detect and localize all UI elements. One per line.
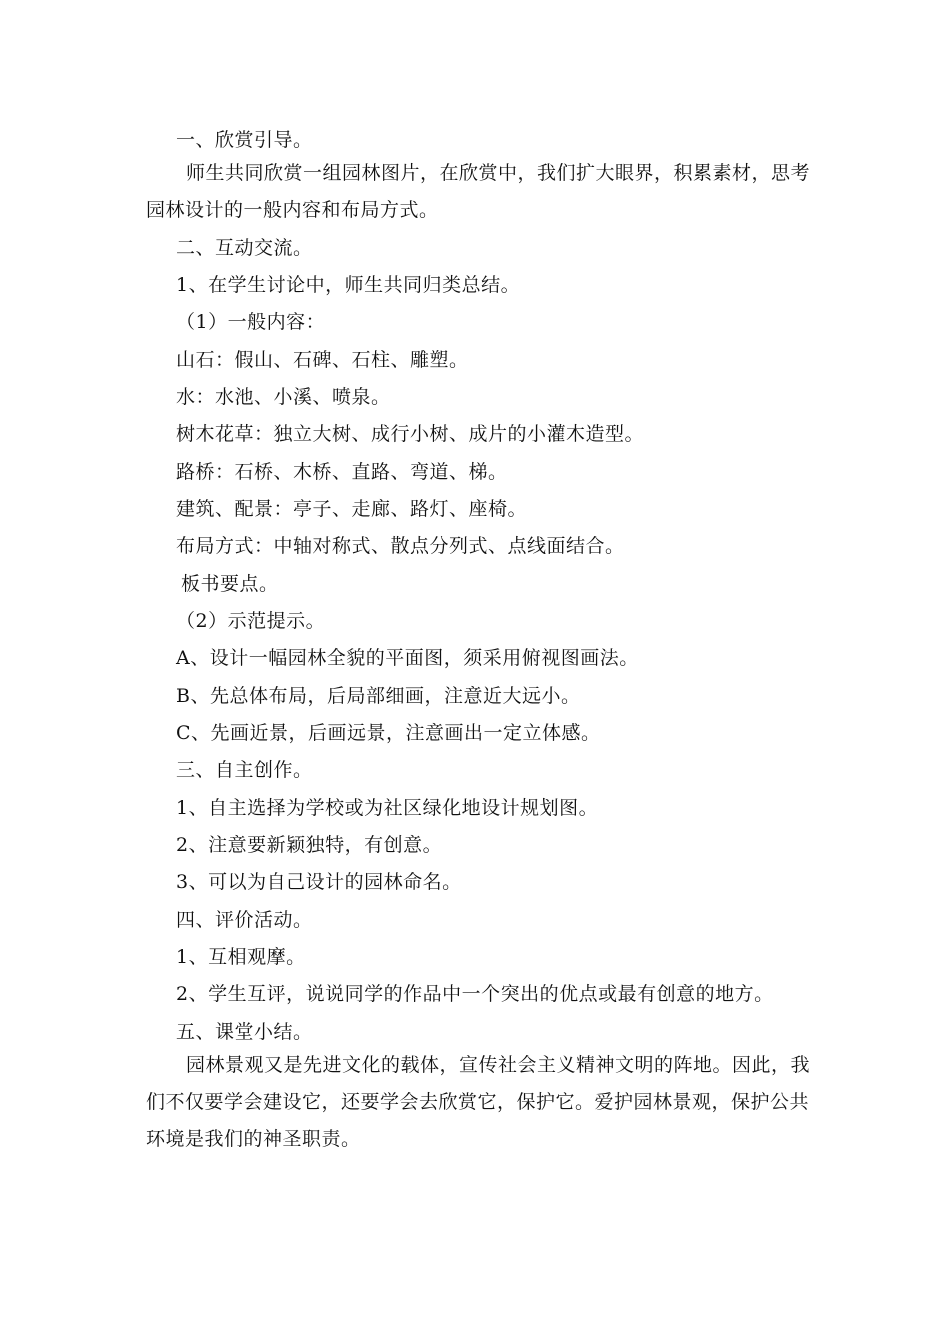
section-heading-5: 五、课堂小结。 [176,1021,313,1043]
sub-heading: （1）一般内容： [176,311,326,333]
list-item: 水：水池、小溪、喷泉。 [176,386,391,408]
paragraph-line: 园林设计的一般内容和布局方式。 [146,199,439,221]
paragraph-line: 们不仅要学会建设它，还要学会去欣赏它，保护它。爱护园林景观，保护公共 [146,1091,810,1113]
list-item: 路桥：石桥、木桥、直路、弯道、梯。 [176,461,508,483]
paragraph-line: 师生共同欣赏一组园林图片，在欣赏中，我们扩大眼界，积累素材，思考 [186,162,811,184]
list-item: 3、可以为自己设计的园林命名。 [176,871,462,893]
list-item: 山石：假山、石碑、石柱、雕塑。 [176,349,469,371]
paragraph-line: 环境是我们的神圣职责。 [146,1128,361,1150]
list-item: 2、学生互评，说说同学的作品中一个突出的优点或最有创意的地方。 [176,983,774,1005]
note-line: 板书要点。 [181,573,279,595]
list-item: 树木花草：独立大树、成行小树、成片的小灌木造型。 [176,423,645,445]
list-item: 1、自主选择为学校或为社区绿化地设计规划图。 [176,797,599,819]
section-heading-3: 三、自主创作。 [176,759,313,781]
section-heading-2: 二、互动交流。 [176,237,313,259]
list-item: 建筑、配景：亭子、走廊、路灯、座椅。 [176,498,528,520]
list-item: 2、注意要新颖独特，有创意。 [176,834,443,856]
list-item: 1、互相观摩。 [176,946,306,968]
list-item: A、设计一幅园林全貌的平面图，须采用俯视图画法。 [176,647,639,669]
list-item: 1、在学生讨论中，师生共同归类总结。 [176,274,521,296]
section-heading-1: 一、欣赏引导。 [176,129,313,151]
list-item: B、先总体布局，后局部细画，注意近大远小。 [176,685,581,707]
list-item: C、先画近景，后画远景，注意画出一定立体感。 [176,722,601,744]
paragraph-line: 园林景观又是先进文化的载体，宣传社会主义精神文明的阵地。因此，我 [186,1054,811,1076]
list-item: 布局方式：中轴对称式、散点分列式、点线面结合。 [176,535,625,557]
sub-heading: （2）示范提示。 [176,610,326,632]
section-heading-4: 四、评价活动。 [176,909,313,931]
